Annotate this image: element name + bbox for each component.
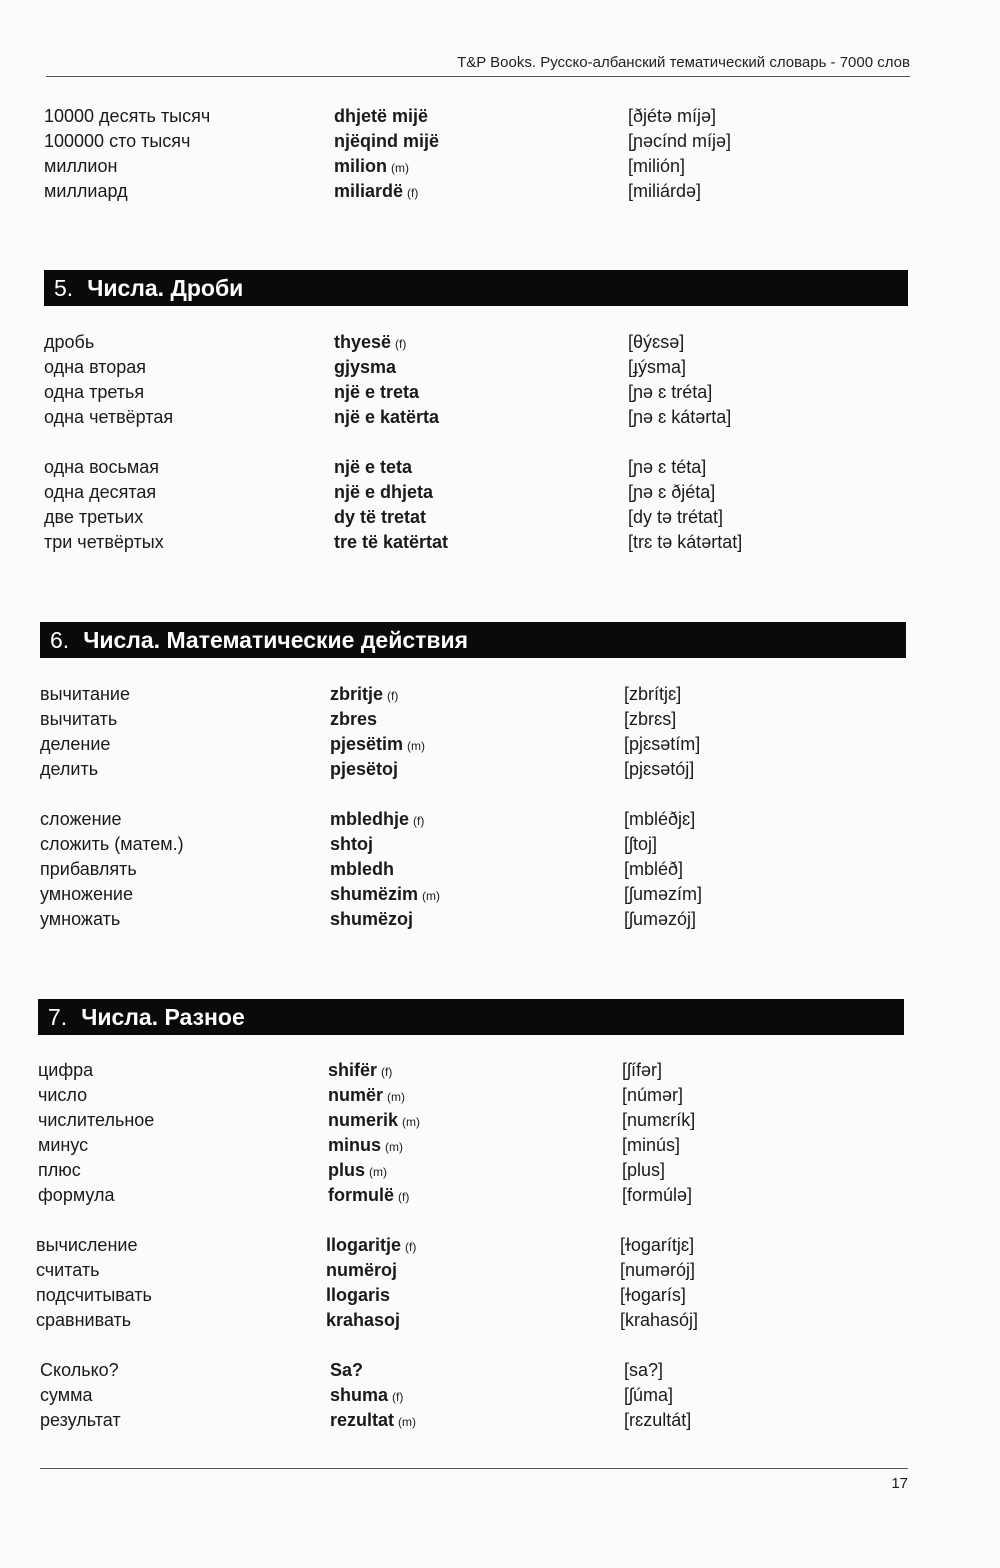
albanian-word-cell bbox=[326, 1310, 620, 1331]
albanian-word: numër bbox=[328, 1085, 384, 1105]
russian-word: делить bbox=[40, 759, 99, 779]
albanian-word-cell bbox=[328, 1185, 622, 1206]
russian-word: одна десятая bbox=[44, 482, 157, 502]
gender-marker: (f) bbox=[405, 1240, 417, 1254]
russian-word: сложить (матем.) bbox=[40, 834, 184, 854]
albanian-word: dy të tretat bbox=[334, 507, 427, 527]
albanian-word: shuma bbox=[330, 1385, 389, 1405]
albanian-word: një e dhjeta bbox=[334, 482, 434, 502]
entry-row bbox=[40, 882, 904, 907]
transcription: [θýɛsə] bbox=[628, 332, 685, 352]
section-title: Числа. Разное bbox=[81, 1003, 245, 1030]
russian-word: число bbox=[38, 1085, 88, 1105]
albanian-word-cell bbox=[334, 482, 628, 503]
russian-word: сложение bbox=[40, 809, 122, 829]
entry-row bbox=[36, 1258, 900, 1283]
transcription: [dy tə trétat] bbox=[628, 507, 724, 527]
albanian-word-cell bbox=[334, 181, 628, 202]
albanian-word: gjysma bbox=[334, 357, 397, 377]
entry-row bbox=[40, 1383, 904, 1408]
russian-word: деление bbox=[40, 734, 111, 754]
entry-row bbox=[44, 355, 908, 380]
albanian-word-cell bbox=[334, 156, 628, 177]
albanian-word-cell bbox=[334, 382, 628, 403]
entry-row bbox=[40, 832, 904, 857]
section-title: Числа. Математические действия bbox=[83, 626, 469, 653]
russian-word: результат bbox=[40, 1410, 121, 1430]
header-rule bbox=[46, 76, 910, 77]
albanian-word-cell bbox=[328, 1085, 622, 1106]
albanian-word-cell bbox=[334, 131, 628, 152]
albanian-word-cell bbox=[328, 1110, 622, 1131]
albanian-word: zbres bbox=[330, 709, 378, 729]
albanian-word: një e treta bbox=[334, 382, 420, 402]
albanian-word-cell bbox=[330, 1385, 624, 1406]
gender-marker: (m) bbox=[391, 161, 409, 175]
transcription: [mbléðjɛ] bbox=[624, 809, 696, 829]
albanian-word-cell bbox=[334, 357, 628, 378]
albanian-word: shumëzoj bbox=[330, 909, 414, 929]
albanian-word-cell bbox=[334, 532, 628, 553]
entry-row bbox=[36, 1233, 900, 1258]
gender-marker: (f) bbox=[392, 1390, 404, 1404]
section-heading-5 bbox=[44, 270, 908, 306]
albanian-word: njëqind mijë bbox=[334, 131, 440, 151]
albanian-word: një e katërta bbox=[334, 407, 440, 427]
albanian-word: dhjetë mijë bbox=[334, 106, 429, 126]
albanian-word: llogaritje bbox=[326, 1235, 402, 1255]
albanian-word-cell bbox=[330, 909, 624, 930]
entry-row bbox=[44, 154, 908, 179]
section-number: 7. bbox=[48, 1003, 68, 1030]
russian-word: дробь bbox=[44, 332, 95, 352]
albanian-word-cell bbox=[328, 1135, 622, 1156]
transcription: [ʃtoj] bbox=[624, 834, 658, 854]
gender-marker: (f) bbox=[407, 186, 419, 200]
albanian-word-cell bbox=[334, 507, 628, 528]
entry-row bbox=[44, 380, 908, 405]
albanian-word: pjesëtim bbox=[330, 734, 404, 754]
albanian-word-cell bbox=[326, 1260, 620, 1281]
albanian-word: mbledhje bbox=[330, 809, 410, 829]
transcription: [ðjétə míjə] bbox=[628, 106, 717, 126]
albanian-word-cell bbox=[330, 684, 624, 705]
russian-word: сравнивать bbox=[36, 1310, 132, 1330]
transcription: [ʃuməzój] bbox=[624, 909, 697, 929]
transcription: [númər] bbox=[622, 1085, 684, 1105]
russian-word: одна третья bbox=[44, 382, 145, 402]
entry-row bbox=[40, 682, 904, 707]
russian-word: умножать bbox=[40, 909, 121, 929]
gender-marker: (m) bbox=[385, 1140, 404, 1154]
albanian-word: milion bbox=[334, 156, 387, 176]
gender-marker: (m) bbox=[387, 1090, 406, 1104]
entry-row bbox=[44, 129, 908, 154]
entry-row bbox=[38, 1158, 902, 1183]
albanian-word-cell bbox=[334, 332, 628, 353]
running-header: T&P Books. Русско-албанский тематический словарь - 7000 слов bbox=[457, 54, 910, 71]
transcription: [minús] bbox=[622, 1135, 681, 1155]
transcription: [zbrítjɛ] bbox=[624, 684, 682, 704]
albanian-word: llogaris bbox=[326, 1285, 391, 1305]
albanian-word-cell bbox=[330, 1410, 624, 1431]
albanian-word-cell bbox=[326, 1235, 620, 1256]
word-group bbox=[36, 1233, 900, 1333]
transcription: [krahasój] bbox=[620, 1310, 699, 1330]
albanian-word: plus bbox=[328, 1160, 366, 1180]
russian-word: вычитать bbox=[40, 709, 118, 729]
transcription: [ɲə ɛ kátərta] bbox=[628, 407, 732, 427]
gender-marker: (m) bbox=[402, 1115, 421, 1129]
albanian-word: rezultat bbox=[330, 1410, 395, 1430]
albanian-word: pjesëtoj bbox=[330, 759, 399, 779]
entry-row bbox=[40, 807, 904, 832]
footer-rule bbox=[40, 1468, 908, 1469]
transcription: [pjɛsətím] bbox=[624, 734, 701, 754]
entry-row bbox=[40, 757, 904, 782]
transcription: [trɛ tə kátərtat] bbox=[628, 532, 743, 552]
word-group bbox=[44, 104, 908, 204]
gender-marker: (f) bbox=[413, 814, 425, 828]
transcription: [ɫogarítjɛ] bbox=[620, 1235, 695, 1255]
entry-row bbox=[44, 179, 908, 204]
entry-row bbox=[44, 530, 908, 555]
entry-row bbox=[40, 707, 904, 732]
entry-row bbox=[38, 1083, 902, 1108]
entry-row bbox=[40, 1358, 904, 1383]
albanian-word-cell bbox=[330, 884, 624, 905]
albanian-word: numëroj bbox=[326, 1260, 398, 1280]
albanian-word: shtoj bbox=[330, 834, 373, 854]
section-number: 5. bbox=[54, 274, 74, 301]
albanian-word: numerik bbox=[328, 1110, 399, 1130]
entry-row bbox=[38, 1108, 902, 1133]
russian-word: умножение bbox=[40, 884, 133, 904]
russian-word: одна четвёртая bbox=[44, 407, 174, 427]
albanian-word: krahasoj bbox=[326, 1310, 401, 1330]
transcription: [ɲə ɛ tréta] bbox=[628, 382, 713, 402]
russian-word: формула bbox=[38, 1185, 115, 1205]
entry-row bbox=[38, 1133, 902, 1158]
entry-row bbox=[44, 480, 908, 505]
russian-word: числительное bbox=[38, 1110, 155, 1130]
russian-word: миллиард bbox=[44, 181, 128, 201]
transcription: [ʃuməzím] bbox=[624, 884, 703, 904]
entry-row bbox=[44, 405, 908, 430]
albanian-word: shumëzim bbox=[330, 884, 419, 904]
entry-row bbox=[38, 1183, 902, 1208]
albanian-word: formulë bbox=[328, 1185, 395, 1205]
russian-word: 10000 десять тысяч bbox=[44, 106, 211, 126]
albanian-word: thyesë bbox=[334, 332, 392, 352]
transcription: [ʃífər] bbox=[622, 1060, 663, 1080]
russian-word: миллион bbox=[44, 156, 118, 176]
word-group bbox=[44, 330, 908, 430]
transcription: [ɟýsma] bbox=[628, 357, 687, 377]
albanian-word: zbritje bbox=[330, 684, 384, 704]
albanian-word-cell bbox=[334, 407, 628, 428]
transcription: [milión] bbox=[628, 156, 686, 176]
entry-row bbox=[44, 330, 908, 355]
transcription: [plus] bbox=[622, 1160, 666, 1180]
section-heading-6 bbox=[40, 622, 906, 658]
word-group bbox=[40, 807, 904, 932]
albanian-word-cell bbox=[330, 759, 624, 780]
russian-word: вычитание bbox=[40, 684, 130, 704]
transcription: [ɲə ɛ téta] bbox=[628, 457, 707, 477]
transcription: [miliárdə] bbox=[628, 181, 702, 201]
section-heading-7 bbox=[38, 999, 904, 1035]
albanian-word-cell bbox=[330, 1360, 624, 1381]
word-group bbox=[44, 455, 908, 555]
russian-word: одна восьмая bbox=[44, 457, 159, 477]
albanian-word: një e teta bbox=[334, 457, 413, 477]
transcription: [ɲəcínd míjə] bbox=[628, 131, 732, 151]
transcription: [numərój] bbox=[620, 1260, 696, 1280]
russian-word: подсчитывать bbox=[36, 1285, 152, 1305]
gender-marker: (m) bbox=[422, 889, 441, 903]
transcription: [ɫogarís] bbox=[620, 1285, 686, 1305]
albanian-word-cell bbox=[330, 809, 624, 830]
albanian-word-cell bbox=[330, 834, 624, 855]
page-number: 17 bbox=[891, 1475, 908, 1492]
word-group bbox=[38, 1058, 902, 1208]
transcription: [zbrɛs] bbox=[624, 709, 677, 729]
transcription: [formúlə] bbox=[622, 1185, 693, 1205]
gender-marker: (f) bbox=[381, 1065, 393, 1079]
russian-word: сумма bbox=[40, 1385, 93, 1405]
gender-marker: (f) bbox=[395, 337, 407, 351]
albanian-word-cell bbox=[330, 859, 624, 880]
entry-row bbox=[38, 1058, 902, 1083]
gender-marker: (f) bbox=[387, 689, 399, 703]
russian-word: считать bbox=[36, 1260, 100, 1280]
russian-word: одна вторая bbox=[44, 357, 147, 377]
entry-row bbox=[36, 1283, 900, 1308]
albanian-word: minus bbox=[328, 1135, 382, 1155]
transcription: [ɲə ɛ ðjéta] bbox=[628, 482, 716, 502]
entry-row bbox=[44, 505, 908, 530]
russian-word: 100000 сто тысяч bbox=[44, 131, 191, 151]
albanian-word: tre të katërtat bbox=[334, 532, 449, 552]
russian-word: цифра bbox=[38, 1060, 94, 1080]
transcription: [ʃúma] bbox=[624, 1385, 674, 1405]
albanian-word-cell bbox=[330, 734, 624, 755]
russian-word: минус bbox=[38, 1135, 89, 1155]
transcription: [numɛrík] bbox=[622, 1110, 696, 1130]
entry-row bbox=[44, 455, 908, 480]
albanian-word: Sa? bbox=[330, 1360, 364, 1380]
section-number: 6. bbox=[50, 626, 70, 653]
gender-marker: (m) bbox=[369, 1165, 388, 1179]
russian-word: плюс bbox=[38, 1160, 81, 1180]
albanian-word: mbledh bbox=[330, 859, 395, 879]
entry-row bbox=[36, 1308, 900, 1333]
albanian-word-cell bbox=[328, 1060, 622, 1081]
russian-word: две третьих bbox=[44, 507, 144, 527]
russian-word: три четвёртых bbox=[44, 532, 164, 552]
section-title: Числа. Дроби bbox=[87, 274, 244, 301]
gender-marker: (m) bbox=[407, 739, 426, 753]
russian-word: прибавлять bbox=[40, 859, 137, 879]
transcription: [sa?] bbox=[624, 1360, 664, 1380]
entry-row bbox=[40, 857, 904, 882]
albanian-word-cell bbox=[334, 106, 628, 127]
albanian-word-cell bbox=[326, 1285, 620, 1306]
albanian-word-cell bbox=[330, 709, 624, 730]
albanian-word-cell bbox=[334, 457, 628, 478]
word-group bbox=[40, 682, 904, 782]
albanian-word-cell bbox=[328, 1160, 622, 1181]
transcription: [rɛzultát] bbox=[624, 1410, 692, 1430]
entry-row bbox=[40, 732, 904, 757]
russian-word: вычисление bbox=[36, 1235, 138, 1255]
entry-row bbox=[44, 104, 908, 129]
gender-marker: (f) bbox=[398, 1190, 410, 1204]
entry-row bbox=[40, 907, 904, 932]
albanian-word: miliardë bbox=[334, 181, 404, 201]
word-group bbox=[40, 1358, 904, 1433]
albanian-word: shifër bbox=[328, 1060, 378, 1080]
transcription: [pjɛsətój] bbox=[624, 759, 695, 779]
entry-row bbox=[40, 1408, 904, 1433]
russian-word: Сколько? bbox=[40, 1360, 119, 1380]
transcription: [mbléð] bbox=[624, 859, 684, 879]
gender-marker: (m) bbox=[398, 1415, 417, 1429]
